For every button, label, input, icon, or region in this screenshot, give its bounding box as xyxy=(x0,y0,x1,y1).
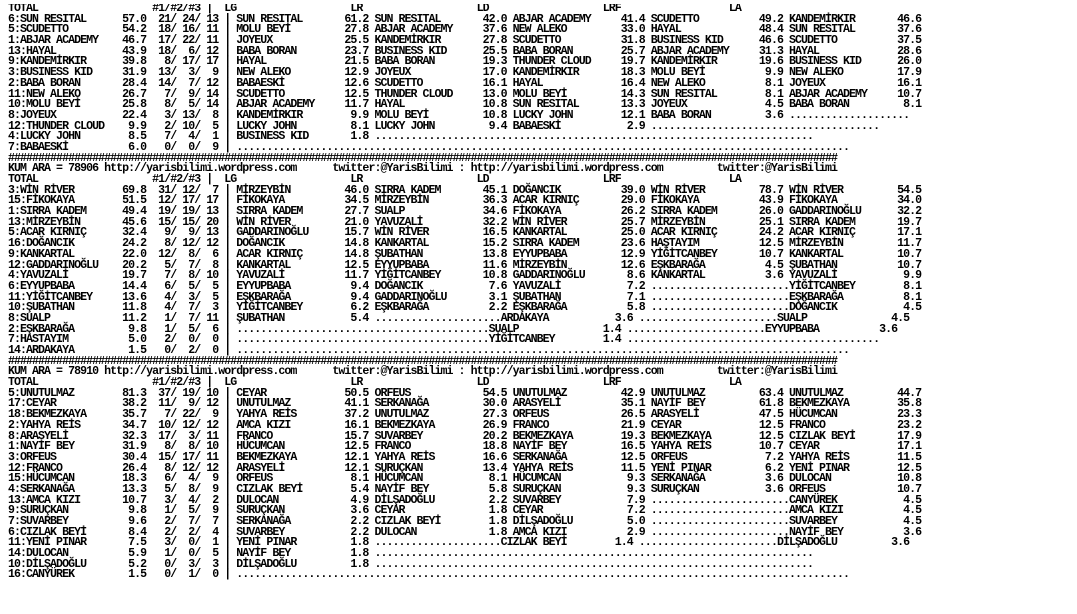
result-line: 12:GADDARINOĞLU 20.2 5/ 7/ 8 | KANKARTAL 12.5 EYYUPBABA 11.6 MİRZEYBİN 12.6 EŞKBARAĞA 4.5 ŞUBATHAN 10.7 xyxy=(8,258,922,272)
result-line: 8:JOYEUX 22.4 3/ 13/ 8 | KANDEMİRKIR 9.9 MOLU BEYİ 10.8 LUCKY JOHN 12.1 BABA BORAN 3.6 .................... xyxy=(8,108,910,122)
result-line: 4:YAVUZALİ 19.7 7/ 8/ 10 | YAVUZALİ 11.7 YİĞİTCANBEY 10.8 GADDARINOĞLU 8.6 KANKARTAL 3.6 YAVUZALİ 9.9 xyxy=(8,269,922,283)
result-line: TOTAL #1/#2/#3 | LG LR LD LRF LA xyxy=(8,376,741,390)
result-line: 1:NAYİF BEY 31.9 8/ 8/ 10 | HÜCUMCAN 12.5 FRANCO 18.8 NAYİF BEY 16.5 YAHYA REİS 10.7 CEYAR 17.1 xyxy=(8,440,922,454)
result-line: 13:HAYAL 43.9 18/ 6/ 12 | BABA BORAN 23.7 BUSINESS KID 25.5 BABA BORAN 25.7 ABJAR ACADEMY 31.3 HAYAL 28.6 xyxy=(8,44,922,58)
result-line: 14:DULOCAN 5.9 1/ 0/ 5 | NAYİF BEY 1.8 ......................................................................... xyxy=(8,547,813,561)
result-line: 13:AMCA KIZI 10.7 3/ 4/ 2 | DULOCAN 4.9 DİLŞADOĞLU 2.2 SUVARBEY 7.9 .......................CANYÜREK 4.5 xyxy=(8,493,922,507)
result-line: 10:ŞUBATHAN 11.8 4/ 7/ 3 | YİĞİTCANBEY 6.2 EŞKBARAĞA 2.2 EŞKBARAĞA 5.8 .......................DOĞANCIK 4.5 xyxy=(8,301,922,315)
result-line: 7:SUVARBEY 9.6 2/ 7/ 7 | SERKANAĞA 2.2 CIZLAK BEYİ 1.8 DİLŞADOĞLU 5.0 .......................SUVARBEY 4.5 xyxy=(8,515,922,528)
section-divider: ########################################################################################################################################## xyxy=(8,354,838,368)
result-line: 3:BUSINESS KID 31.9 13/ 3/ 9 | NEW ALEKO 12.9 JOYEUX 17.0 KANDEMİRKIR 18.3 MOLU BEYİ 9.9 NEW ALEKO 17.9 xyxy=(8,66,922,80)
result-line: TOTAL #1/#2/#3 | LG LR LD LRF LA xyxy=(8,173,741,186)
result-line: 11:NEW ALEKO 26.7 7/ 9/ 14 | SCUDETTO 12.5 THUNDER CLOUD 13.0 MOLU BEYİ 14.3 SUN RESITAL 8.1 ABJAR ACADEMY 10.7 xyxy=(8,87,922,101)
result-line: 3:ORFEUS 30.4 15/ 17/ 11 | BEKMEZKAYA 12.1 YAHYA REİS 16.6 SERKANAĞA 12.5 ORFEUS 7.2 YAHYA REİS 11.5 xyxy=(8,450,922,464)
result-line: 17:CEYAR 38.2 11/ 9/ 12 | UNUTULMAZ 41.1 SERKANAĞA 30.0 ARASYELİ 35.1 NAYİF BEY 61.8 BEKMEZKAYA 35.8 xyxy=(8,397,922,411)
result-line: 11:YENİ PINAR 7.5 3/ 0/ 1 | YENİ PINAR 1.8 .....................CIZLAK BEYİ 1.4 .......................DİLŞADOĞLU 3.6 xyxy=(8,536,910,550)
result-line: 10:DİLŞADOĞLU 5.2 0/ 3/ 3 | DİLŞADOĞLU 1.8 ......................................................................... xyxy=(8,557,813,571)
result-line: 2:YAHYA REİS 34.7 10/ 12/ 12 | AMCA KIZI 16.1 BEKMEZKAYA 26.9 FRANCO 21.9 CEYAR 12.5 FRANCO 23.2 xyxy=(8,418,922,432)
results-document xyxy=(8,4,1073,610)
result-line: 16:DOĞANCIK 24.2 8/ 12/ 12 | DOĞANCIK 14.8 KANKARTAL 15.2 SIRRA KADEM 23.6 HAŞTAYIM 12.5 MİRZEYBİN 11.7 xyxy=(8,237,922,251)
result-line: TOTAL #1/#2/#3 | LG LR LD LRF LA xyxy=(8,4,741,15)
result-line: 2:EŞKBARAĞA 9.8 1/ 5/ 6 | ..........................................SUALP 1.4 .......................EYYUPBABA 3.6 xyxy=(8,322,898,336)
result-line: 5:SCUDETTO 54.2 18/ 16/ 11 | MOLU BEYİ 27.8 ABJAR ACADEMY 37.6 NEW ALEKO 33.0 HAYAL 48.4 SUN RESITAL 37.6 xyxy=(8,23,922,37)
result-line: 4:SERKANAĞA 13.3 5/ 8/ 9 | CIZLAK BEYİ 5.4 NAYİF BEY 5.8 SURUÇKAN 9.3 SURUÇKAN 3.6 ORFEUS 10.7 xyxy=(8,482,922,496)
result-line: 7:BABAESKİ 6.0 0/ 0/ 9 | ...................................................................................................... xyxy=(8,140,850,154)
result-line: 18:BEKMEZKAYA 35.7 7/ 22/ 9 | YAHYA REİS 37.2 UNUTULMAZ 27.3 ORFEUS 26.5 ARASYELİ 47.5 HÜCUMCAN 23.3 xyxy=(8,408,922,422)
result-line: 7:HASTAYIM 5.0 2/ 0/ 0 | ..........................................YİĞİTCANBEY 1.4 .......................................... xyxy=(8,333,880,347)
result-line: 12:FRANCO 26.4 8/ 12/ 12 | ARASYELİ 12.1 SURUÇKAN 13.4 YAHYA REİS 11.5 YENİ PINAR 6.2 YENİ PINAR 12.5 xyxy=(8,461,922,475)
result-line: 15:HÜCUMCAN 18.3 6/ 4/ 9 | ORFEUS 8.1 HÜCUMCAN 8.1 HÜCUMCAN 9.3 SERKANAĞA 3.6 DULOCAN 10.8 xyxy=(8,472,922,486)
result-line: 16:CANYÜREK 1.5 0/ 1/ 0 | ...................................................................................................... xyxy=(8,568,850,582)
result-line: 6:CIZLAK BEYİ 8.4 2/ 2/ 4 | SUVARBEY 2.2 DULOCAN 1.8 AMCA KIZI 2.9 .......................NAYİF BEY 3.6 xyxy=(8,525,922,539)
result-line: 12:THUNDER CLOUD 9.9 2/ 10/ 5 | LUCKY JOHN 8.1 LUCKY JOHN 9.4 BABAESKİ 2.9 ...................................... xyxy=(8,119,880,133)
result-line: 9:SURUÇKAN 9.8 1/ 5/ 9 | SURUÇKAN 3.6 CEYAR 1.8 CEYAR 7.2 .......................AMCA KIZI 4.5 xyxy=(8,504,922,518)
result-line: 13:MİRZEYBİN 45.6 15/ 15/ 20 | WİN RİVER 21.0 YAVUZALİ 32.2 WİN RİVER 25.7 MİRZEYBİN 25.1 SIRRA KADEM 19.7 xyxy=(8,215,922,229)
result-line: KUM ARA = 78906 http://yarisbilimi.wordpress.com twitter:@YarisBilimi : http://yarisbilimi.wordpress.com twitter:@YarisBilimi xyxy=(8,162,838,176)
result-line: 8:SUALP 11.2 1/ 7/ 11 | ŞUBATHAN 5.4 .....................ARDAKAYA 3.6 .......................SUALP 4.5 xyxy=(8,311,910,325)
result-line: 8:ARASYELİ 32.3 17/ 3/ 11 | FRANCO 15.7 SUVARBEY 20.2 BEKMEZKAYA 19.3 BEKMEZKAYA 12.5 CIZLAK BEYİ 17.9 xyxy=(8,429,922,443)
result-line: 9:KANDEMİRKIR 39.8 8/ 17/ 17 | HAYAL 21.5 BABA BORAN 19.3 THUNDER CLOUD 19.7 KANDEMİRKIR 19.6 BUSINESS KID 26.0 xyxy=(8,55,922,69)
result-line: 5:UNUTULMAZ 81.3 37/ 19/ 10 | CEYAR 50.5 ORFEUS 54.5 UNUTULMAZ 42.9 UNUTULMAZ 63.4 UNUTULMAZ 44.7 xyxy=(8,386,922,400)
result-line: 15:FİKOKAYA 51.5 12/ 17/ 17 | FİKOKAYA 34.5 MİRZEYBİN 36.3 ACAR KIRNIÇ 29.0 FİKOKAYA 43.9 FİKOKAYA 34.0 xyxy=(8,194,922,208)
result-line: 3:WİN RİVER 69.8 31/ 12/ 7 | MİRZEYBİN 46.0 SIRRA KADEM 45.1 DOĞANCIK 39.0 WİN RİVER 78.7 WİN RİVER 54.5 xyxy=(8,183,922,197)
result-line: 6:SUN RESITAL 57.0 21/ 24/ 13 | SUN RESITAL 61.2 SUN RESITAL 42.0 ABJAR ACADEMY 41.4 SCUDETTO 49.2 KANDEMİRKIR 46.6 xyxy=(8,12,922,26)
result-line: 2:BABA BORAN 28.4 14/ 7/ 12 | BABAESKİ 12.6 SCUDETTO 16.1 HAYAL 16.4 NEW ALEKO 8.1 JOYEUX 16.1 xyxy=(8,76,922,90)
result-line: 9:KANKARTAL 22.0 12/ 8/ 6 | ACAR KIRNIÇ 14.8 ŞUBATHAN 13.8 EYYUPBABA 12.9 YİĞİTCANBEY 10.7 KANKARTAL 10.7 xyxy=(8,247,922,261)
result-line: 14:ARDAKAYA 1.5 0/ 2/ 0 | ...................................................................................................... xyxy=(8,344,850,357)
result-line: KUM ARA = 78910 http://yarisbilimi.wordpress.com twitter:@YarisBilimi : http://yarisbilimi.wordpress.com twitter:@YarisBilimi xyxy=(8,365,838,379)
result-line: 5:ACAR KIRNIÇ 32.4 9/ 9/ 13 | GADDARINOĞLU 15.7 WİN RİVER 16.5 KANKARTAL 25.0 ACAR KIRNIÇ 24.2 ACAR KIRNIÇ 17.1 xyxy=(8,226,922,240)
result-line: 10:MOLU BEYİ 25.8 8/ 5/ 14 | ABJAR ACADEMY 11.7 HAYAL 10.8 SUN RESITAL 13.3 JOYEUX 4.5 BABA BORAN 8.1 xyxy=(8,98,922,112)
result-line: 4:LUCKY JOHN 8.5 7/ 4/ 1 | BUSINESS KID 1.8 ......................................................................... xyxy=(8,130,813,144)
result-line: 6:EYYUPBABA 14.4 6/ 5/ 5 | EYYUPBABA 9.4 DOĞANCIK 7.6 YAVUZALİ 7.2 .......................YİĞİTCANBEY 8.1 xyxy=(8,279,922,293)
result-line: 11:YİĞİTCANBEY 13.6 4/ 3/ 5 | EŞKBARAĞA 9.4 GADDARINOĞLU 3.1 ŞUBATHAN 7.1 .......................EŞKBARAĞA 8.1 xyxy=(8,290,922,304)
result-line: 1:ABJAR ACADEMY 46.7 17/ 22/ 11 | JOYEUX 25.5 KANDEMİRKIR 27.8 SCUDETTO 31.8 BUSINESS KID 46.6 SCUDETTO 37.5 xyxy=(8,34,922,48)
result-line: 1:SIRRA KADEM 49.4 19/ 19/ 13 | SIRRA KADEM 27.7 SUALP 34.6 FİKOKAYA 26.2 SIRRA KADEM 26.0 GADDARINOĞLU 32.2 xyxy=(8,205,922,219)
section-divider: ########################################################################################################################################## xyxy=(8,151,838,165)
